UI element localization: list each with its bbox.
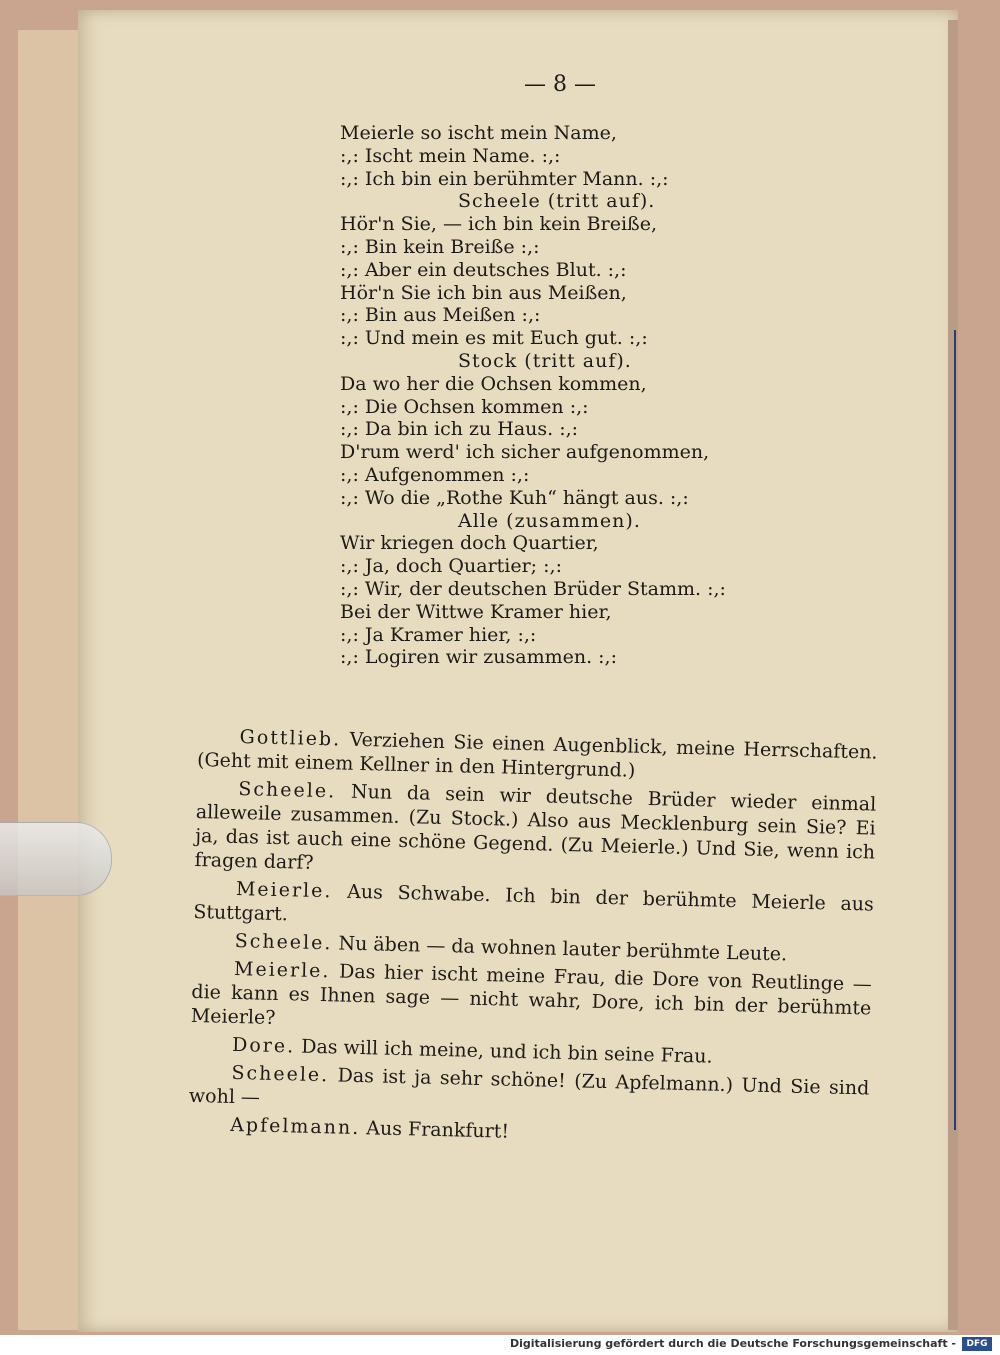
stage-cue: Scheele (tritt auf). (458, 190, 656, 213)
dialogue-prose (188, 724, 878, 1156)
dialogue-text: Das will ich meine, und ich bin seine Frau. (294, 1035, 713, 1068)
dialogue-text: Aus Schwabe. Ich bin der berühmte Meierle aus Stuttgart. (193, 880, 875, 926)
funding-note: Digitalisierung gefördert durch die Deutsche Forschungsgemeinschaft - (509, 1337, 956, 1350)
footer-bar (0, 1335, 1000, 1355)
speaker-name: Scheele. (234, 929, 333, 955)
page-number: — 8 — (524, 72, 596, 97)
verse-line: :,: Logiren wir zusammen. :,: (340, 646, 618, 669)
stage-cue: Stock (tritt auf). (458, 349, 632, 372)
verse-line: :,: Ich bin ein berühmter Mann. :,: (340, 167, 669, 190)
dialogue-text: Nun da sein wir deutsche Brüder wieder einmal alleweile zusammen. (Zu Stock.) Also aus Mecklenburg sein Sie? Ei ja, das ist auch eine schöne Gegend. (Zu Meierle.) Und Sie, wenn ich fragen darf? (194, 780, 877, 874)
speaker-name: Meierle. (235, 877, 333, 903)
verse-line: :,: Aufgenommen :,: (340, 463, 530, 486)
page-clip (0, 822, 112, 896)
dialogue-paragraph (191, 956, 873, 1045)
verse-line: :,: Bin kein Breiße :,: (340, 235, 540, 258)
verse-line: D'rum werd' ich sicher aufgenommen, (340, 441, 710, 464)
verse-line: :,: Wo die „Rothe Kuh“ hängt aus. :,: (340, 486, 689, 509)
verse-line: :,: Aber ein deutsches Blut. :,: (340, 258, 627, 281)
dialogue-text: Das ist ja sehr schöne! (Zu Apfelmann.) Und Sie sind wohl — (188, 1064, 870, 1109)
speaker-name: Dore. (231, 1033, 296, 1058)
binding-thread (954, 330, 956, 1130)
verse-line: Hör'n Sie ich bin aus Meißen, (340, 281, 627, 304)
verse-line: :,: Wir, der deutschen Brüder Stamm. :,: (340, 577, 726, 600)
verse-line: :,: Und mein es mit Euch gut. :,: (340, 327, 648, 350)
verse-line: :,: Ja, doch Quartier; :,: (340, 555, 562, 578)
dialogue-text: Nu äben — da wohnen lauter berühmte Leute. (332, 932, 788, 966)
verse-line: Bei der Wittwe Kramer hier, (340, 600, 612, 623)
dfg-logo: DFG (962, 1337, 992, 1351)
speaker-name: Apfelmann. (229, 1113, 361, 1140)
verse-line: :,: Ja Kramer hier, :,: (340, 623, 537, 646)
verse-line: Wir kriegen doch Quartier, (340, 532, 599, 555)
verse-line: Da wo her die Ochsen kommen, (340, 372, 647, 395)
dialogue-text: Verziehen Sie einen Augenblick, meine Herrschaften. (Geht mit einem Kellner in den Hintergrund.) (196, 728, 878, 782)
verse-line: :,: Bin aus Meißen :,: (340, 304, 541, 327)
verse-line: :,: Ischt mein Name. :,: (340, 144, 561, 167)
verse-line: :,: Da bin ich zu Haus. :,: (340, 418, 579, 441)
page-edge (948, 20, 958, 1330)
verse-line: Meierle so ischt mein Name, (340, 122, 617, 144)
verse-line: Hör'n Sie, — ich bin kein Breiße, (340, 213, 658, 236)
speaker-name: Gottlieb. (239, 726, 342, 751)
dialogue-text: Aus Frankfurt! (360, 1117, 510, 1143)
song-verse (340, 122, 810, 669)
dialogue-paragraph (194, 776, 876, 889)
verse-line: :,: Die Ochsen kommen :,: (340, 395, 589, 418)
stage-cue: Alle (zusammen). (458, 509, 641, 532)
speaker-name: Meierle. (233, 957, 331, 983)
dialogue-text: Das hier ischt meine Frau, die Dore von Reutlinge — die kann es Ihnen sage — nicht wahr, Dore, ich bin der berühmte Meierle? (190, 960, 873, 1029)
speaker-name: Scheele. (238, 778, 337, 803)
speaker-name: Scheele. (231, 1061, 330, 1087)
back-page-edge (18, 30, 78, 1330)
